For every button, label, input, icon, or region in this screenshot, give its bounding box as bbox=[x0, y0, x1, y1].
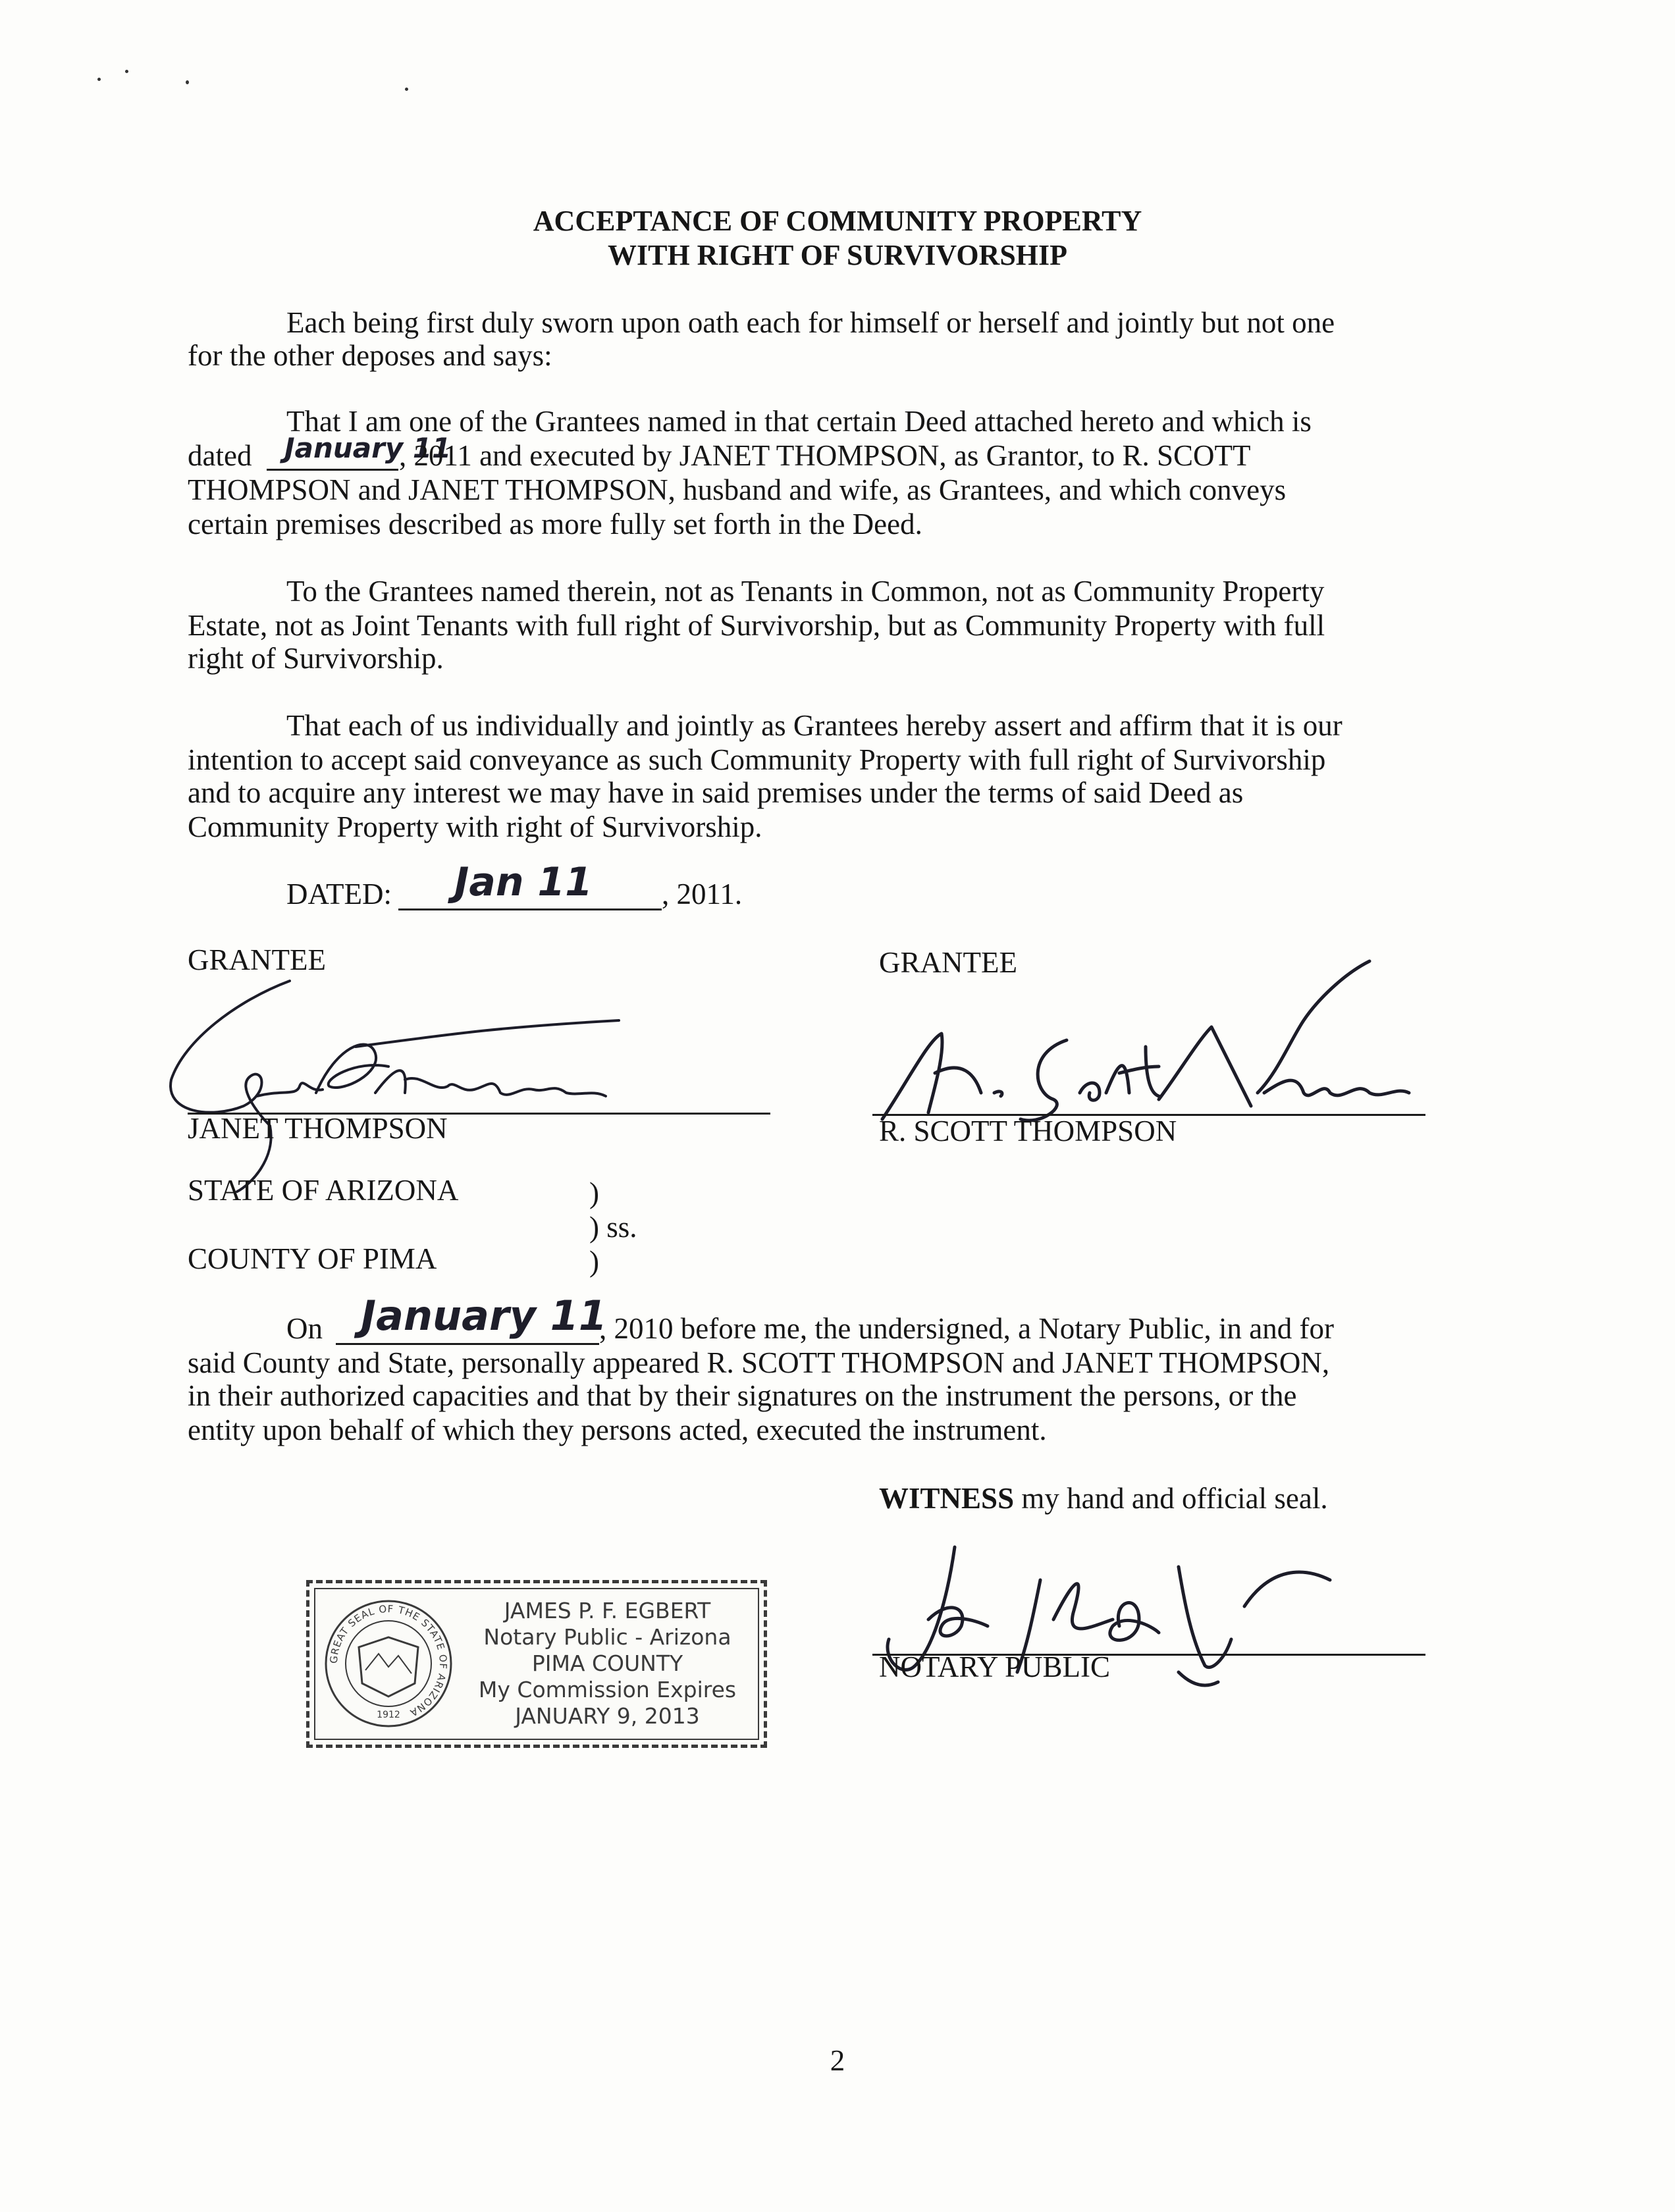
venue-paren-top: ) bbox=[589, 1176, 599, 1209]
dated-label: DATED: bbox=[286, 878, 392, 910]
para4-line-3: and to acquire any interest we may have in said premises under the terms of said Deed as bbox=[188, 776, 1244, 809]
document-title-line-2: WITH RIGHT OF SURVIVORSHIP bbox=[607, 239, 1068, 271]
venue-county: COUNTY OF PIMA bbox=[188, 1242, 437, 1275]
janet-thompson-signature bbox=[158, 961, 619, 1198]
stamp-text-block bbox=[458, 1598, 757, 1729]
seal-year: 1912 bbox=[377, 1710, 400, 1720]
para4-line-4: Community Property with right of Survivorship. bbox=[188, 810, 762, 843]
para1-line-2: for the other deposes and says: bbox=[188, 339, 552, 372]
para1-line-1: Each being first duly sworn upon oath each for himself or herself and jointly but not one bbox=[286, 306, 1335, 339]
arizona-state-seal-icon bbox=[323, 1598, 454, 1729]
stamp-line-5: JANUARY 9, 2013 bbox=[515, 1703, 700, 1729]
notary-stamp bbox=[306, 1580, 767, 1748]
handwritten-dated: Jan 11 bbox=[454, 859, 593, 905]
para3-line-2: Estate, not as Joint Tenants with full right of Survivorship, but as Community Property with full bbox=[188, 609, 1325, 642]
venue-paren-bottom: ) bbox=[589, 1245, 599, 1278]
notary-line-2: said County and State, personally appeared R. SCOTT THOMPSON and JANET THOMPSON, bbox=[188, 1346, 1330, 1379]
grantee-right-name: R. SCOTT THOMPSON bbox=[879, 1115, 1177, 1147]
notary-on-prefix: On bbox=[286, 1312, 323, 1345]
seal-ring-text: GREAT SEAL OF THE STATE OF ARIZONA bbox=[327, 1602, 450, 1720]
para4-line-1: That each of us individually and jointly as Grantees hereby assert and affirm that it is our bbox=[286, 709, 1343, 742]
para4-line-2: intention to accept said conveyance as such Community Property with full right of Survivorship bbox=[188, 743, 1326, 776]
scan-speck bbox=[97, 78, 101, 81]
document-title-line-1: ACCEPTANCE OF COMMUNITY PROPERTY bbox=[533, 205, 1142, 237]
venue-ss: ) ss. bbox=[589, 1211, 637, 1244]
scan-speck bbox=[125, 70, 128, 73]
handwritten-notary-date: January 11 bbox=[361, 1292, 607, 1340]
stamp-line-2: Notary Public - Arizona bbox=[483, 1624, 731, 1650]
scan-speck bbox=[405, 88, 408, 91]
stamp-line-4: My Commission Expires bbox=[478, 1677, 737, 1702]
para3-line-3: right of Survivorship. bbox=[188, 642, 444, 675]
grantee-left-label: GRANTEE bbox=[188, 943, 326, 976]
grantee-right-label: GRANTEE bbox=[879, 946, 1017, 979]
notary-date-blank bbox=[336, 1343, 599, 1345]
dated-blank-line bbox=[267, 469, 398, 471]
para2-line-1: That I am one of the Grantees named in that certain Deed attached hereto and which is bbox=[286, 405, 1312, 438]
notary-line-1-rest: , 2010 before me, the undersigned, a Notary Public, in and for bbox=[599, 1312, 1334, 1345]
stamp-line-3: PIMA COUNTY bbox=[531, 1650, 683, 1676]
scan-speck bbox=[186, 80, 189, 84]
grantee-left-name: JANET THOMPSON bbox=[188, 1112, 448, 1145]
notary-line-4: entity upon behalf of which they persons acted, executed the instrument. bbox=[188, 1413, 1047, 1446]
para2-line-3: THOMPSON and JANET THOMPSON, husband and wife, as Grantees, and which conveys bbox=[188, 473, 1287, 506]
para2-dated-prefix: dated bbox=[188, 439, 252, 472]
notary-public-label: NOTARY PUBLIC bbox=[879, 1650, 1111, 1683]
para2-line-2-rest: , 2011 and executed by JANET THOMPSON, as Grantor, to R. SCOTT bbox=[399, 439, 1251, 472]
para3-line-1: To the Grantees named therein, not as Tenants in Common, not as Community Property bbox=[286, 575, 1325, 608]
dated-year: , 2011. bbox=[662, 878, 743, 910]
venue-state: STATE OF ARIZONA bbox=[188, 1174, 459, 1207]
para2-line-4: certain premises described as more fully set forth in the Deed. bbox=[188, 508, 922, 540]
witness-rest: my hand and official seal. bbox=[1014, 1482, 1328, 1515]
dated-signature-blank bbox=[398, 908, 662, 910]
page-number: 2 bbox=[830, 2044, 845, 2077]
notary-line-3: in their authorized capacities and that by their signatures on the instrument the persons, or the bbox=[188, 1379, 1297, 1412]
handwritten-deed-date: January 11 bbox=[284, 432, 452, 464]
witness-line bbox=[879, 1484, 1328, 1514]
witness-bold: WITNESS bbox=[879, 1482, 1015, 1515]
stamp-line-1: JAMES P. F. EGBERT bbox=[504, 1598, 711, 1623]
